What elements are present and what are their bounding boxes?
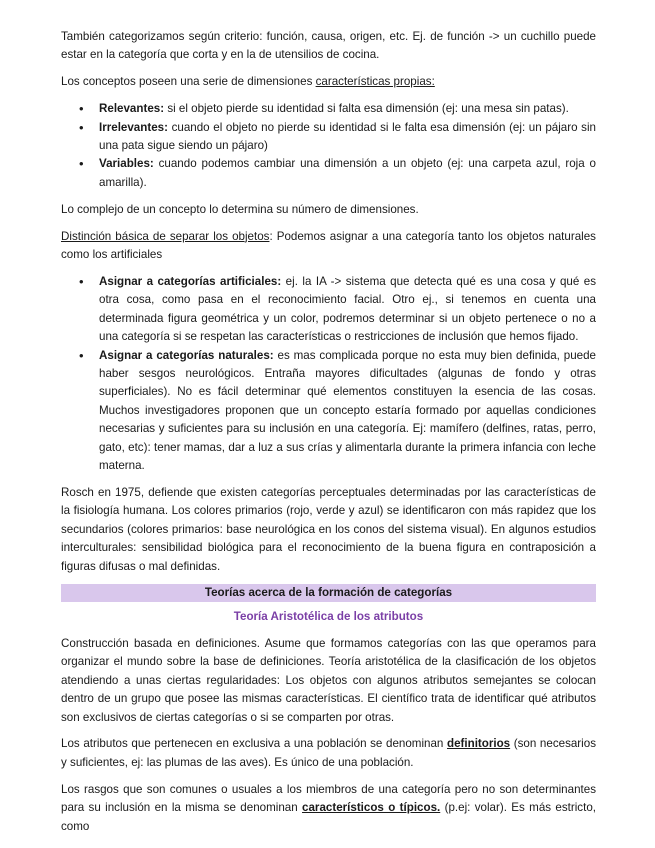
paragraph-criteria: También categorizamos según criterio: función, causa, origen, etc. Ej. de función -> un cuchillo puede estar en la categoría que corta y en la de utensilios de cocina.	[61, 30, 596, 62]
dimensions-underlined: características propias:	[315, 75, 435, 89]
subsection-title: Teoría Aristotélica de los atributos	[233, 610, 424, 624]
section-title: Teorías acerca de la formación de categorías	[61, 584, 596, 602]
list-item: • Relevantes: si el objeto pierde su identidad si falta esa dimensión (ej: una mesa sin patas).	[99, 100, 596, 118]
paragraph-distinction: Distinción básica de separar los objetos: Podemos asignar a una categoría tanto los objetos naturales como los artificiales	[61, 229, 596, 262]
dimensions-intro: Los conceptos poseen una serie de dimensiones	[61, 75, 316, 89]
list-item: • Variables: cuando podemos cambiar una dimensión a un objeto (ej: una carpeta azul, roja o amarilla).	[99, 155, 596, 192]
list-item: • Asignar a categorías artificiales: ej. la IA -> sistema que detecta qué es una cosa y qué es otra cosa, como pasa en el reconocimiento facial. Otro ej., si tenemos en cuenta una determinada figura geométrica y un color, podremos determinar si un objeto pertenece o no a una categoría si se respetan las características o restricciones de inclusión que hemos fijado.	[99, 273, 596, 347]
term-caracteristicos: característicos o típicos.	[302, 801, 441, 815]
paragraph-construction: Construcción basada en definiciones. Asume que formamos categorías con las que operamos para organizar el mundo sobre la base de definiciones. Teoría aristotélica de la clasificación de los objetos atendiendo a unas ciertas regularidades: Los objetos con algunos atributos semejantes se colocan dentro de un grupo que posee las mismas características. El científico trata de identificar qué atributos son exclusivos de ciertas categorías o si se comparten por otras.	[61, 636, 596, 724]
dimensions-list	[61, 100, 596, 192]
assign-list	[61, 273, 596, 475]
distinction-underlined: Distinción básica de separar los objetos	[61, 229, 270, 243]
list-item: • Asignar a categorías naturales: es mas complicada porque no esta muy bien definida, puede haber sesgos neurológicos. Entraña mayores dificultades (algunas de fondo y otras superficiales). No es fácil determinar qué elementos constituyen la esencia de las cosas. Muchos investigadores proponen que un concepto estaría formado por aquellas condiciones necesarias y suficientes para su inclusión en una categoría. Ej: mamífero (delfines, ratas, perro, gato, etc): tener mamas, dar a luz a sus crías y alimentarla durante la primera infancia con leche materna.	[99, 347, 596, 476]
paragraph-complexity: Lo complejo de un concepto lo determina su número de dimensiones.	[61, 202, 419, 216]
paragraph-dimensions	[61, 73, 596, 91]
paragraph-definitory: Los atributos que pertenecen en exclusiva a una población se denominan definitorios (son necesarios y suficientes, ej: las plumas de las aves). Es único de una población.	[61, 737, 596, 769]
list-item: • Irrelevantes: cuando el objeto no pierde su identidad si le falta esa dimensión (ej: un pájaro sin una pata sigue siendo un pájaro)	[99, 119, 596, 156]
paragraph-characteristic: Los rasgos que son comunes o usuales a los miembros de una categoría pero no son determinantes para su inclusión en la misma se denominan característicos o típicos. (p.ej: volar). Es más estricto, como	[61, 782, 596, 833]
paragraph-rosch: Rosch en 1975, defiende que existen categorías perceptuales determinadas por las características de la fisiología humana. Los colores primarios (rojo, verde y azul) se identificaron con más rapidez que los secundarios (colores primarios: base neurológica en los conos del sistema visual). En algunos estudios interculturales: sensibilidad biológica para el reconocimiento de la buena figura en contraposición a figuras difusas o mal definidas.	[61, 485, 596, 573]
term-definitorios: definitorios	[447, 737, 511, 751]
document-page	[61, 28, 596, 844]
